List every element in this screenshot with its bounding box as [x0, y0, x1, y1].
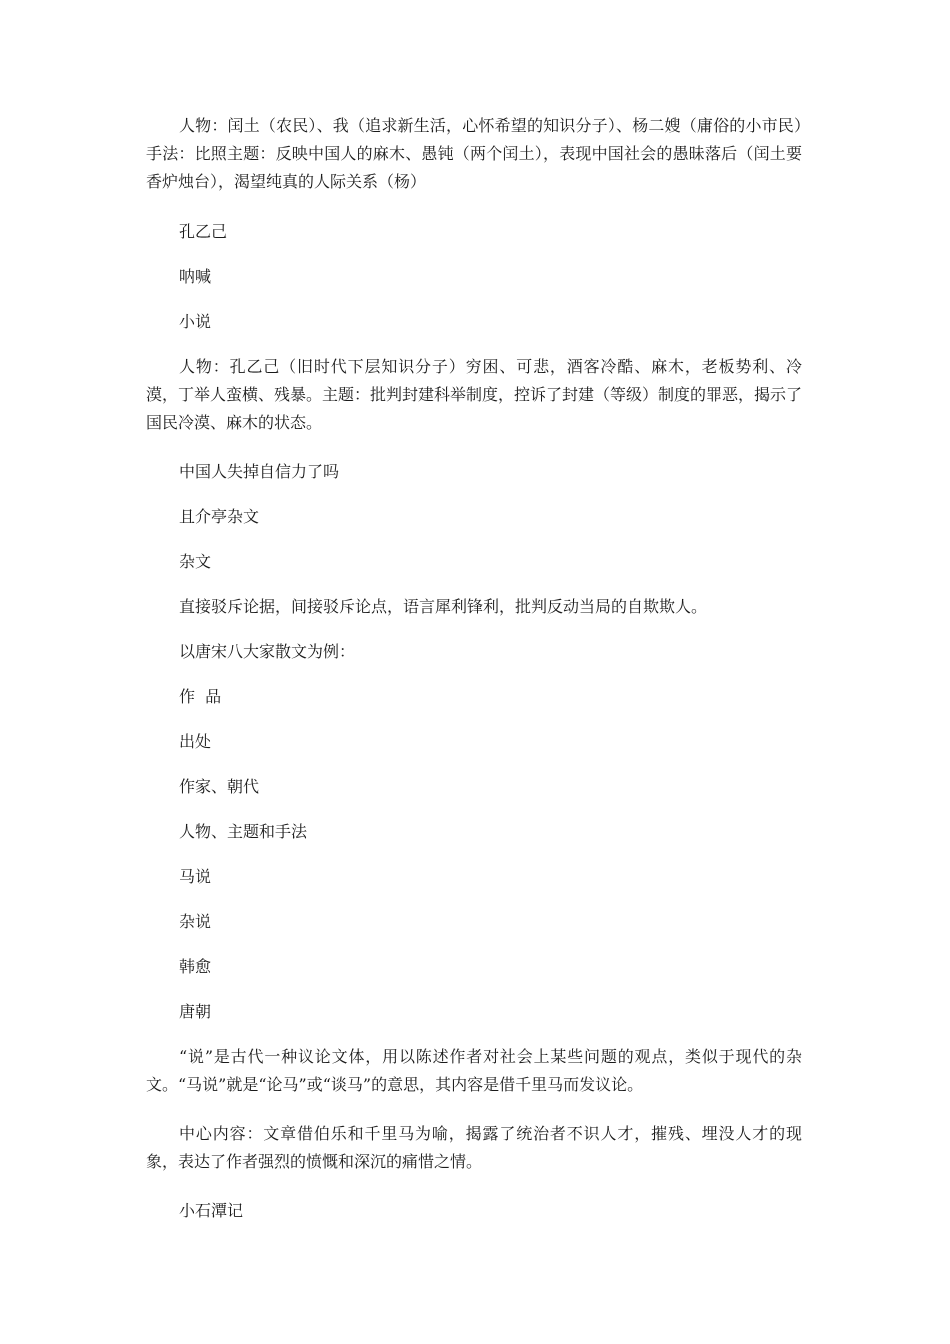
paragraph-central-content: 中心内容：文章借伯乐和千里马为喻，揭露了统治者不识人才，摧残、埋没人才的现象，表达了作者强烈的愤慨和深沉的痛惜之情。	[146, 1124, 802, 1171]
paragraph-title-self-confidence: 中国人失掉自信力了吗	[179, 462, 340, 481]
paragraph-header-characters-theme: 人物、主题和手法	[179, 822, 308, 841]
paragraph-title-ma-shuo: 马说	[179, 867, 212, 886]
paragraph-genre-essay: 杂文	[179, 552, 212, 571]
paragraph-genre-novel: 小说	[179, 312, 212, 331]
paragraph-title-xiao-shi-tan-ji: 小石潭记	[179, 1201, 244, 1220]
paragraph-header-work: 作 品	[179, 687, 222, 706]
paragraph-author-han-yu: 韩愈	[179, 957, 212, 976]
paragraph-source-qiejieting: 且介亭杂文	[179, 507, 260, 526]
paragraph-shuo-explanation: “说”是古代一种议论文体，用以陈述作者对社会上某些问题的观点，类似于现代的杂文。“马说”就是“论马”或“谈马”的意思，其内容是借千里马而发议论。	[146, 1047, 802, 1094]
paragraph-header-author-dynasty: 作家、朝代	[179, 777, 260, 796]
paragraph-source-nahan: 呐喊	[179, 267, 212, 286]
paragraph-tang-song-intro: 以唐宋八大家散文为例：	[179, 642, 356, 661]
paragraph-essay-technique: 直接驳斥论据，间接驳斥论点，语言犀利锋利，批判反动当局的自欺欺人。	[179, 597, 708, 616]
paragraph-characters-kong-yiji: 人物：孔乙己（旧时代下层知识分子）穷困、可悲，酒客冷酷、麻木，老板势利、冷漠，丁举人蛮横、残暴。主题：批判封建科举制度，控诉了封建（等级）制度的罪恶，揭示了国民冷漠、麻木的状态。	[146, 357, 803, 432]
paragraph-header-source: 出处	[179, 732, 212, 751]
paragraph-dynasty-tang: 唐朝	[179, 1002, 212, 1021]
paragraph-characters-hometown: 人物：闰土（农民）、我（追求新生活，心怀希望的知识分子）、杨二嫂（庸俗的小市民）手法：比照主题：反映中国人的麻木、愚钝（两个闰土），表现中国社会的愚昧落后（闰土要香炉烛台），渴望纯真的人际关系（杨）	[146, 116, 802, 191]
paragraph-title-kong-yiji: 孔乙己	[179, 222, 228, 241]
paragraph-source-za-shuo: 杂说	[179, 912, 212, 931]
